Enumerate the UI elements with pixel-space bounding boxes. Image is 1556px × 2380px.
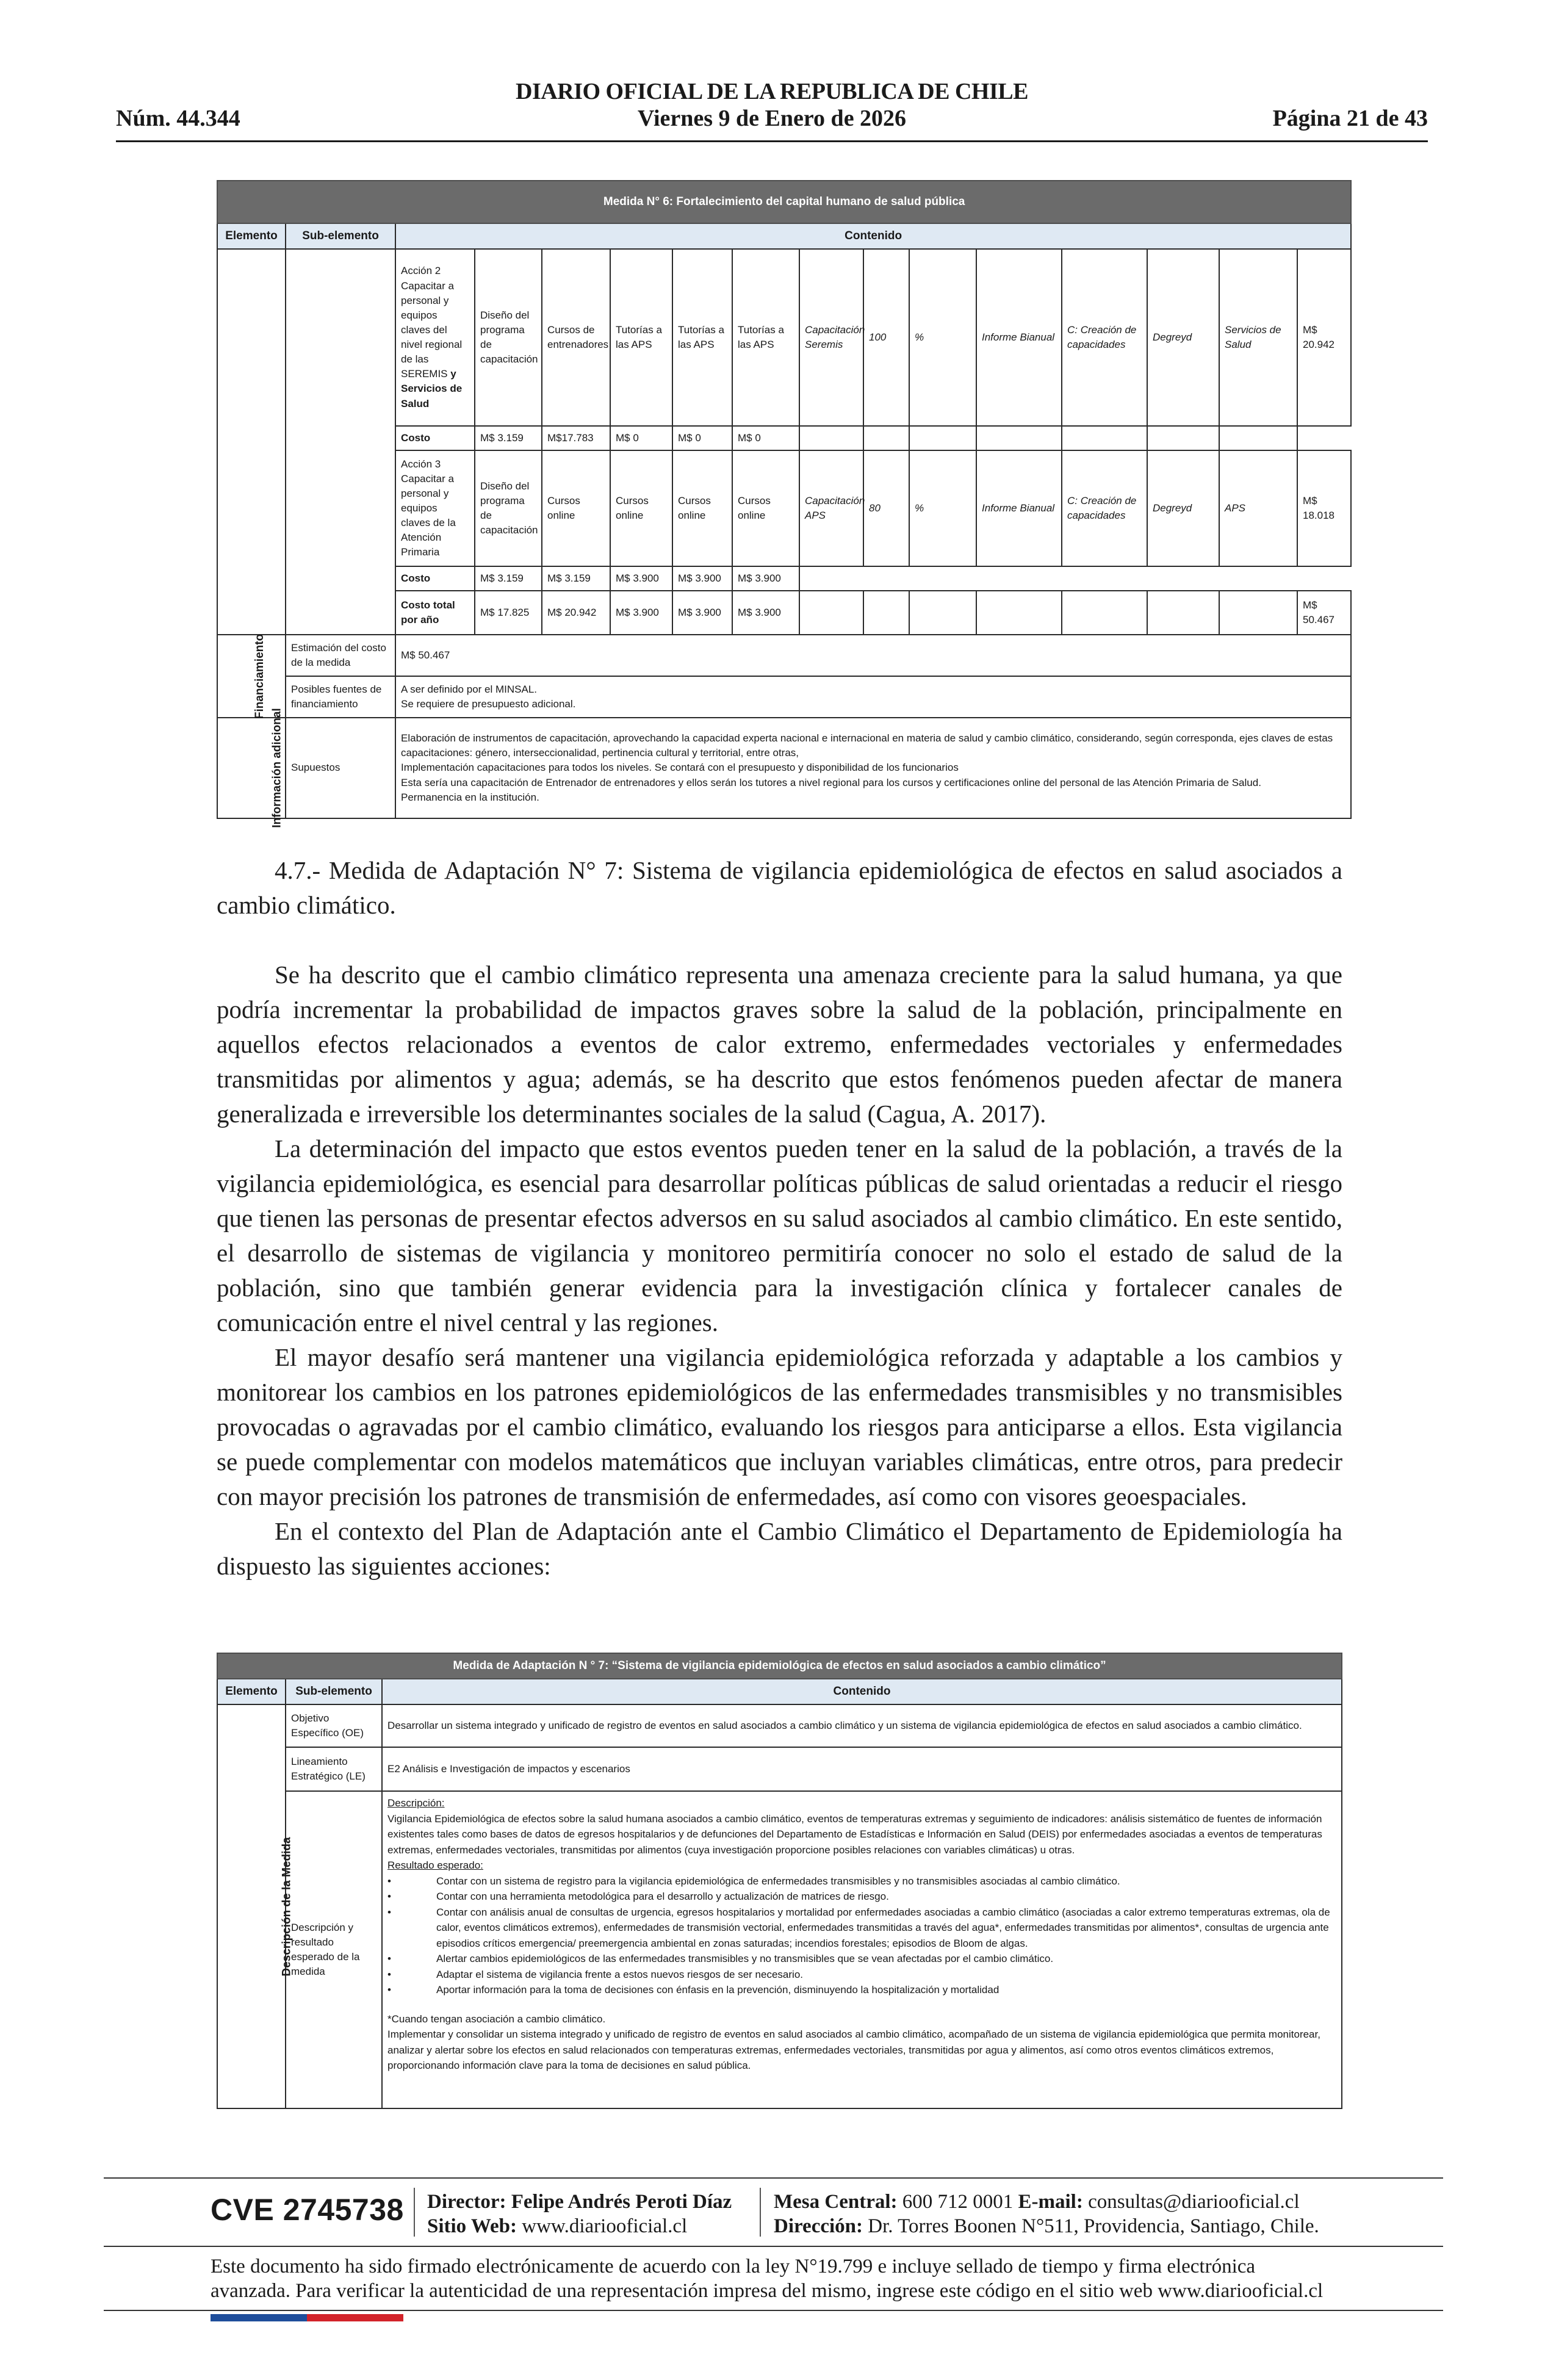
- text-line: Se requiere de presupuesto adicional.: [401, 698, 576, 710]
- subelement-label: Objetivo Específico (OE): [286, 1704, 382, 1747]
- column-header: Elemento: [217, 223, 286, 249]
- table-cell: Degreyd: [1147, 249, 1219, 426]
- table-cell-empty: [799, 566, 863, 591]
- paragraph: En el contexto del Plan de Adaptación ante el Cambio Climático el Departamento de Epidemiología ha dispuesto las siguientes acciones:: [217, 1517, 1342, 1580]
- table-cell-empty: [1062, 566, 1147, 591]
- publication-date: Viernes 9 de Enero de 2026: [637, 106, 907, 131]
- table-cell-empty: [909, 591, 976, 635]
- total-cost-cell: M$ 3.900: [672, 591, 732, 635]
- subelement-label: Posibles fuentes de financiamiento: [286, 676, 395, 718]
- expected-result-text: Adaptar el sistema de vigilancia frente a estos nuevos riesgos de ser necesario.: [436, 1968, 803, 1980]
- table-cell-empty: [1062, 591, 1147, 635]
- implementation-text: Implementar y consolidar un sistema integrado y unificado de registro de eventos en salud asociados al cambio climático, acompañado de un sistema de vigilancia epidemiológica que permita monitorear, analizar y alertar sobre los efectos en salud relacionados con temperaturas extremas, enfermedades vectoriales, transmitidas por agua y alimentos, así como otros eventos climáticos extremos, proporcionando información clave para la toma de decisiones en salud pública.: [387, 2028, 1320, 2071]
- footnote: *Cuando tengan asociación a cambio climático.: [387, 2013, 606, 2025]
- phone-label: Mesa Central:: [774, 2191, 898, 2213]
- phone-value: 600 712 0001: [902, 2191, 1014, 2213]
- table-cell-empty: [1219, 426, 1297, 450]
- table-cell: 100: [863, 249, 909, 426]
- total-cost-cell: M$ 3.900: [732, 591, 799, 635]
- body-text: [217, 853, 1342, 1584]
- action-label: Acción 2 Capacitar a personal y equipos claves del nivel regional de las SEREMIS y Servicios de Salud: [395, 249, 475, 426]
- table-cell-empty: [976, 566, 1062, 591]
- column-header: Contenido: [395, 223, 1351, 249]
- grand-total-cell: M$ 50.467: [1297, 591, 1351, 635]
- strategic-line-value: E2 Análisis e Investigación de impactos y escenarios: [382, 1747, 1342, 1791]
- page-number: Página 21 de 43: [1272, 106, 1428, 131]
- footer-director-block: [427, 2190, 732, 2238]
- measure-6-table: [217, 180, 1352, 828]
- table-cell-empty: [1147, 566, 1219, 591]
- footer-separator: [414, 2188, 415, 2237]
- table-cell-total: M$ 20.942: [1297, 249, 1351, 426]
- cost-label: Costo: [395, 426, 475, 450]
- table-cell: Cursos online: [732, 450, 799, 566]
- cve-code: CVE 2745738: [211, 2193, 404, 2227]
- table-cell: %: [909, 249, 976, 426]
- total-cost-label: Costo total por año: [395, 591, 475, 635]
- cost-cell: M$ 3.159: [542, 566, 610, 591]
- text-line: Elaboración de instrumentos de capacitación, aprovechando la capacidad experta nacional e internacional en materia de salud y cambio climático, considerando, según corresponda, ejes claves de estas capacitaciones: género, interseccionalidad, pertinencia cultural y territorial, entre otras,: [401, 732, 1333, 759]
- cost-cell: M$ 3.900: [732, 566, 799, 591]
- cost-cell: M$ 0: [610, 426, 672, 450]
- table-cell-empty: [1147, 591, 1219, 635]
- table-cell: Servicios de Salud: [1219, 249, 1297, 426]
- table-cell: Cursos online: [610, 450, 672, 566]
- expected-result-item: [387, 1889, 1336, 1905]
- footer-contact-block: [774, 2190, 1319, 2238]
- cost-cell: M$ 3.900: [610, 566, 672, 591]
- estimate-value: M$ 50.467: [395, 635, 1351, 676]
- element-info-adicional: Información adicional: [217, 718, 286, 818]
- table-cell-empty: [909, 566, 976, 591]
- paragraph: Se ha descrito que el cambio climático representa una amenaza creciente para la salud humana, ya que podría incrementar la probabilidad de impactos graves sobre la salud de la población, principalmente en aquellos efectos relacionados a eventos de calor extremo, enfermedades vectoriales y enfermedades transmitidas por alimentos y agua; además, se ha descrito que estos fenómenos pueden afectar de manera generalizada e irreversible los determinantes sociales de la salud (Cagua, A. 2017).: [217, 961, 1342, 1128]
- expected-results-list: [387, 1873, 1336, 1998]
- subheading: Descripción:: [387, 1797, 445, 1809]
- cost-cell: M$ 0: [672, 426, 732, 450]
- publication-title: DIARIO OFICIAL DE LA REPUBLICA DE CHILE: [516, 79, 1028, 104]
- legal-notice: Este documento ha sido firmado electrónicamente de acuerdo con la ley N°19.799 e incluye sellado de tiempo y firma electrónica avanzada. Para verificar la autenticidad de una representación impresa del mismo, ingrese este código en el sitio web www.diariooficial.cl: [211, 2256, 1324, 2302]
- table-cell: Capacitación APS: [799, 450, 863, 566]
- table-cell: Degreyd: [1147, 450, 1219, 566]
- table-cell-empty: [1219, 566, 1297, 591]
- measure-7-table: [217, 1653, 1342, 2109]
- expected-result-text: Contar con un sistema de registro para la vigilancia epidemiológica de enfermedades transmisibles y no transmisibles asociadas al cambio climático.: [436, 1875, 1120, 1887]
- expected-result-item: [387, 1967, 1336, 1983]
- footer-separator: [760, 2188, 761, 2237]
- bullet-icon: •: [387, 1906, 391, 1918]
- table-cell-empty: [799, 591, 863, 635]
- table-cell: Informe Bianual: [976, 450, 1062, 566]
- address-value: Dr. Torres Boonen N°511, Providencia, Santiago, Chile.: [868, 2215, 1319, 2237]
- table-cell-empty: [909, 426, 976, 450]
- cost-cell: M$ 0: [732, 426, 799, 450]
- table-cell: Informe Bianual: [976, 249, 1062, 426]
- table-cell: APS: [1219, 450, 1297, 566]
- column-header: Sub-elemento: [286, 223, 395, 249]
- subheading: Resultado esperado:: [387, 1859, 483, 1871]
- description-content: [382, 1791, 1342, 2108]
- subelement-cell-empty: [286, 249, 395, 635]
- expected-result-text: Aportar información para la toma de decisiones con énfasis en la prevención, disminuyendo la hospitalización y mortalidad: [436, 1984, 1000, 1996]
- table-cell-empty: [1062, 426, 1147, 450]
- bullet-icon: •: [387, 1984, 391, 1996]
- table-cell-empty: [1297, 566, 1351, 591]
- footer-rule: [104, 2177, 1443, 2179]
- header-rule: [116, 140, 1428, 142]
- text-line: Esta sería una capacitación de Entrenador de entrenadores y ellos serán los tutores a nivel regional para los cursos y certificaciones online del personal de las Atención Primaria de Salud.: [401, 776, 1261, 788]
- element-financiamiento: Financiamiento: [217, 635, 286, 718]
- table-cell: Tutorías a las APS: [610, 249, 672, 426]
- website-label: Sitio Web:: [427, 2215, 517, 2237]
- table-cell: Diseño del programa de capacitación: [475, 249, 542, 426]
- issue-number: Núm. 44.344: [116, 106, 240, 131]
- expected-result-text: Contar con análisis anual de consultas de urgencia, egresos hospitalarios y mortalidad por enfermedades asociadas a cambio climático (asociadas a calor extremo temperaturas extremas, ola de calor, eventos climáticos extremos), enfermedades de transmisión vectorial, enfermedades transmitidas a través del agua*, enfermedades transmitidas por alimentos*, consultas de urgencia ante episodios críticos emergencia/ preemergencia ambiental en zonas saturadas; incendios forestales; episodios de Bloom de algas.: [436, 1906, 1330, 1949]
- table-cell: C: Creación de capacidades: [1062, 450, 1147, 566]
- funding-sources: [395, 676, 1351, 718]
- subelement-label: Lineamiento Estratégico (LE): [286, 1747, 382, 1791]
- table-cell-empty: [863, 426, 909, 450]
- expected-result-text: Alertar cambios epidemiológicos de las enfermedades transmisibles y no transmisibles que se vean afectadas por el cambio climático.: [436, 1953, 1054, 1964]
- table-cell: Cursos online: [542, 450, 610, 566]
- footer-rule: [104, 2246, 1443, 2247]
- director-name: Felipe Andrés Peroti Díaz: [511, 2191, 732, 2213]
- flag-stripe-red: [307, 2314, 403, 2321]
- text-line: Implementación capacitaciones para todos los niveles. Se contará con el presupuesto y disponibilidad de los funcionarios: [401, 762, 959, 774]
- column-header: Sub-elemento: [286, 1679, 382, 1704]
- director-label: Director:: [427, 2191, 506, 2213]
- cost-label: Costo: [395, 566, 475, 591]
- table-cell: Cursos de entrenadores: [542, 249, 610, 426]
- footer-rule: [104, 2310, 1443, 2311]
- cost-cell: M$17.783: [542, 426, 610, 450]
- action-label: Acción 3 Capacitar a personal y equipos claves de la Atención Primaria: [395, 450, 475, 566]
- expected-result-text: Contar con una herramienta metodológica para el desarrollo y actualización de matrices de riesgo.: [436, 1891, 889, 1902]
- paragraph: La determinación del impacto que estos eventos pueden tener en la salud de la población, a través de la vigilancia epidemiológica, es esencial para desarrollar políticas públicas de salud orientadas a reducir el riesgo que tienen las personas de presentar efectos adversos en su salud asociados al cambio climático. En este sentido, el desarrollo de sistemas de vigilancia y monitoreo permitiría conocer no solo el estado de salud de la población, sino que también generar evidencia para la investigación clínica y fortalecer canales de comunicación entre el nivel central y las regiones.: [217, 1134, 1342, 1336]
- total-cost-cell: M$ 3.900: [610, 591, 672, 635]
- subelement-label: Estimación del costo de la medida: [286, 635, 395, 676]
- column-header: Contenido: [382, 1679, 1342, 1704]
- expected-result-item: [387, 1905, 1336, 1952]
- table-cell-total: M$ 18.018: [1297, 450, 1351, 566]
- bullet-icon: •: [387, 1953, 391, 1964]
- website-link[interactable]: www.diariooficial.cl: [522, 2215, 688, 2237]
- table-cell: Diseño del programa de capacitación: [475, 450, 542, 566]
- expected-result-item: [387, 1873, 1336, 1889]
- table-title: Medida de Adaptación N ° 7: “Sistema de vigilancia epidemiológica de efectos en salud asociados a cambio climático”: [217, 1653, 1342, 1679]
- table-cell: Tutorías a las APS: [732, 249, 799, 426]
- text-line: A ser definido por el MINSAL.: [401, 683, 538, 695]
- section-heading: 4.7.- Medida de Adaptación N° 7: Sistema de vigilancia epidemiológica de efectos en salud asociados a cambio climático.: [217, 856, 1342, 919]
- element-cell-empty: [217, 249, 286, 635]
- flag-stripe-blue: [211, 2314, 307, 2321]
- total-cost-cell: M$ 20.942: [542, 591, 610, 635]
- objective-value: Desarrollar un sistema integrado y unificado de registro de eventos en salud asociados a cambio climático y un sistema de vigilancia epidemiológica de efectos en salud asociados a cambio climático.: [382, 1704, 1342, 1747]
- subelement-label: Supuestos: [286, 718, 395, 818]
- table-cell-empty: [799, 426, 863, 450]
- text-line: Permanencia en la institución.: [401, 791, 539, 803]
- email-link[interactable]: consultas@diariooficial.cl: [1088, 2191, 1300, 2213]
- expected-result-item: [387, 1951, 1336, 1967]
- cost-cell: M$ 3.159: [475, 426, 542, 450]
- address-label: Dirección:: [774, 2215, 863, 2237]
- table-cell: Capacitación Seremis: [799, 249, 863, 426]
- table-cell: Tutorías a las APS: [672, 249, 732, 426]
- total-cost-cell: M$ 17.825: [475, 591, 542, 635]
- table-cell-empty: [976, 426, 1062, 450]
- table-cell: 80: [863, 450, 909, 566]
- cost-cell: M$ 3.900: [672, 566, 732, 591]
- table-title: Medida N° 6: Fortalecimiento del capital humano de salud pública: [217, 181, 1351, 223]
- subelement-label: Descripción y resultado esperado de la medida: [286, 1791, 382, 2108]
- table-cell: %: [909, 450, 976, 566]
- cost-cell: M$ 3.159: [475, 566, 542, 591]
- table-cell-empty: [1147, 426, 1219, 450]
- bullet-icon: •: [387, 1968, 391, 1980]
- email-label: E-mail:: [1018, 2191, 1083, 2213]
- bullet-icon: •: [387, 1891, 391, 1902]
- description-text: Vigilancia Epidemiológica de efectos sobre la salud humana asociados a cambio climático, eventos de temperaturas extremas y seguimiento de indicadores: análisis sistemático de fuentes de información existentes tales como bases de datos de egresos hospitalarios y de defunciones del Departamento de Estadísticas e Información en Salud (DEIS) por enfermedades asociadas a eventos de temperaturas extremas, enfermedades vectoriales, transmitidas por alimentos (cuya investigación proporcione posibles relaciones con variables climáticas) u otras.: [387, 1812, 1322, 1856]
- table-cell: Cursos online: [672, 450, 732, 566]
- element-descripcion: Descripción de la Medida: [217, 1704, 286, 2108]
- table-cell-empty: [1219, 591, 1297, 635]
- expected-result-item: [387, 1982, 1336, 1998]
- paragraph: El mayor desafío será mantener una vigilancia epidemiológica reforzada y adaptable a los cambios y monitorear los cambios en los patrones epidemiológicos de las enfermedades transmisibles y no transmisibles provocadas o agravadas por el cambio climático, evaluando los riesgos para anticiparse a ellos. Esta vigilancia se puede complementar con modelos matemáticos que incluyan variables climáticas, entre otros, para predecir con mayor precisión los patrones de transmisión de enfermedades, así como con visores geoespaciales.: [217, 1343, 1342, 1510]
- table-cell-empty: [1297, 426, 1351, 450]
- bullet-icon: •: [387, 1875, 391, 1887]
- table-cell: C: Creación de capacidades: [1062, 249, 1147, 426]
- page-header: [116, 72, 1428, 145]
- table-cell-empty: [863, 566, 909, 591]
- table-cell-empty: [863, 591, 909, 635]
- column-header: Elemento: [217, 1679, 286, 1704]
- assumptions: [395, 718, 1351, 818]
- table-cell-empty: [976, 591, 1062, 635]
